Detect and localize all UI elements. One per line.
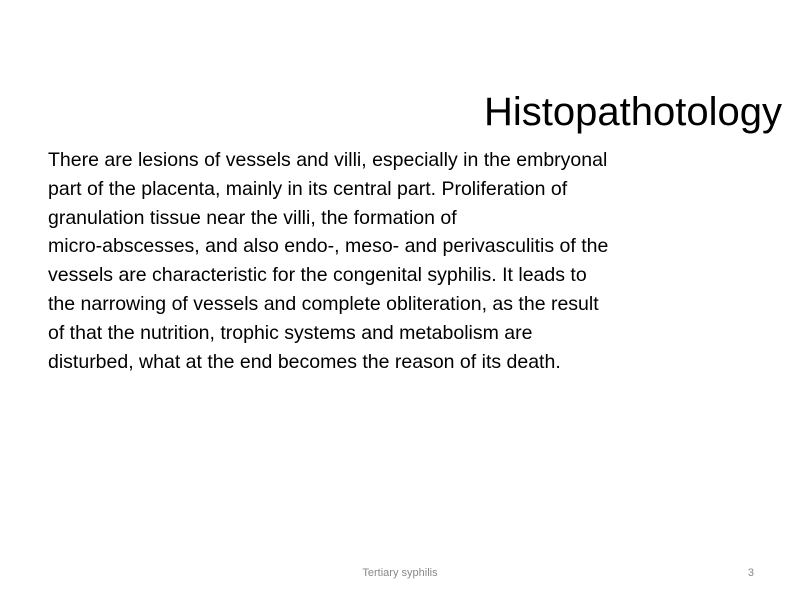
slide-footer: Tertiary syphilis <box>362 567 438 579</box>
body-line: disturbed, what at the end becomes the reason of its death. <box>48 350 561 373</box>
slide-title: Histopathotology <box>484 90 782 134</box>
slide-body-text <box>48 146 763 376</box>
body-line: granulation tissue near the villi, the formation of <box>48 206 457 229</box>
body-line: vessels are characteristic for the congenital syphilis. It leads to <box>48 264 587 287</box>
body-line: the narrowing of vessels and complete obliteration, as the result <box>48 292 599 315</box>
body-line: There are lesions of vessels and villi, especially in the embryonal <box>48 149 608 171</box>
body-line: micro-abscesses, and also endo-, meso- and perivasculitis of the <box>48 235 609 258</box>
slide-number: 3 <box>747 567 754 579</box>
body-line: part of the placenta, mainly in its central part. Proliferation of <box>48 177 568 200</box>
body-line: of that the nutrition, trophic systems and metabolism are <box>48 321 533 344</box>
